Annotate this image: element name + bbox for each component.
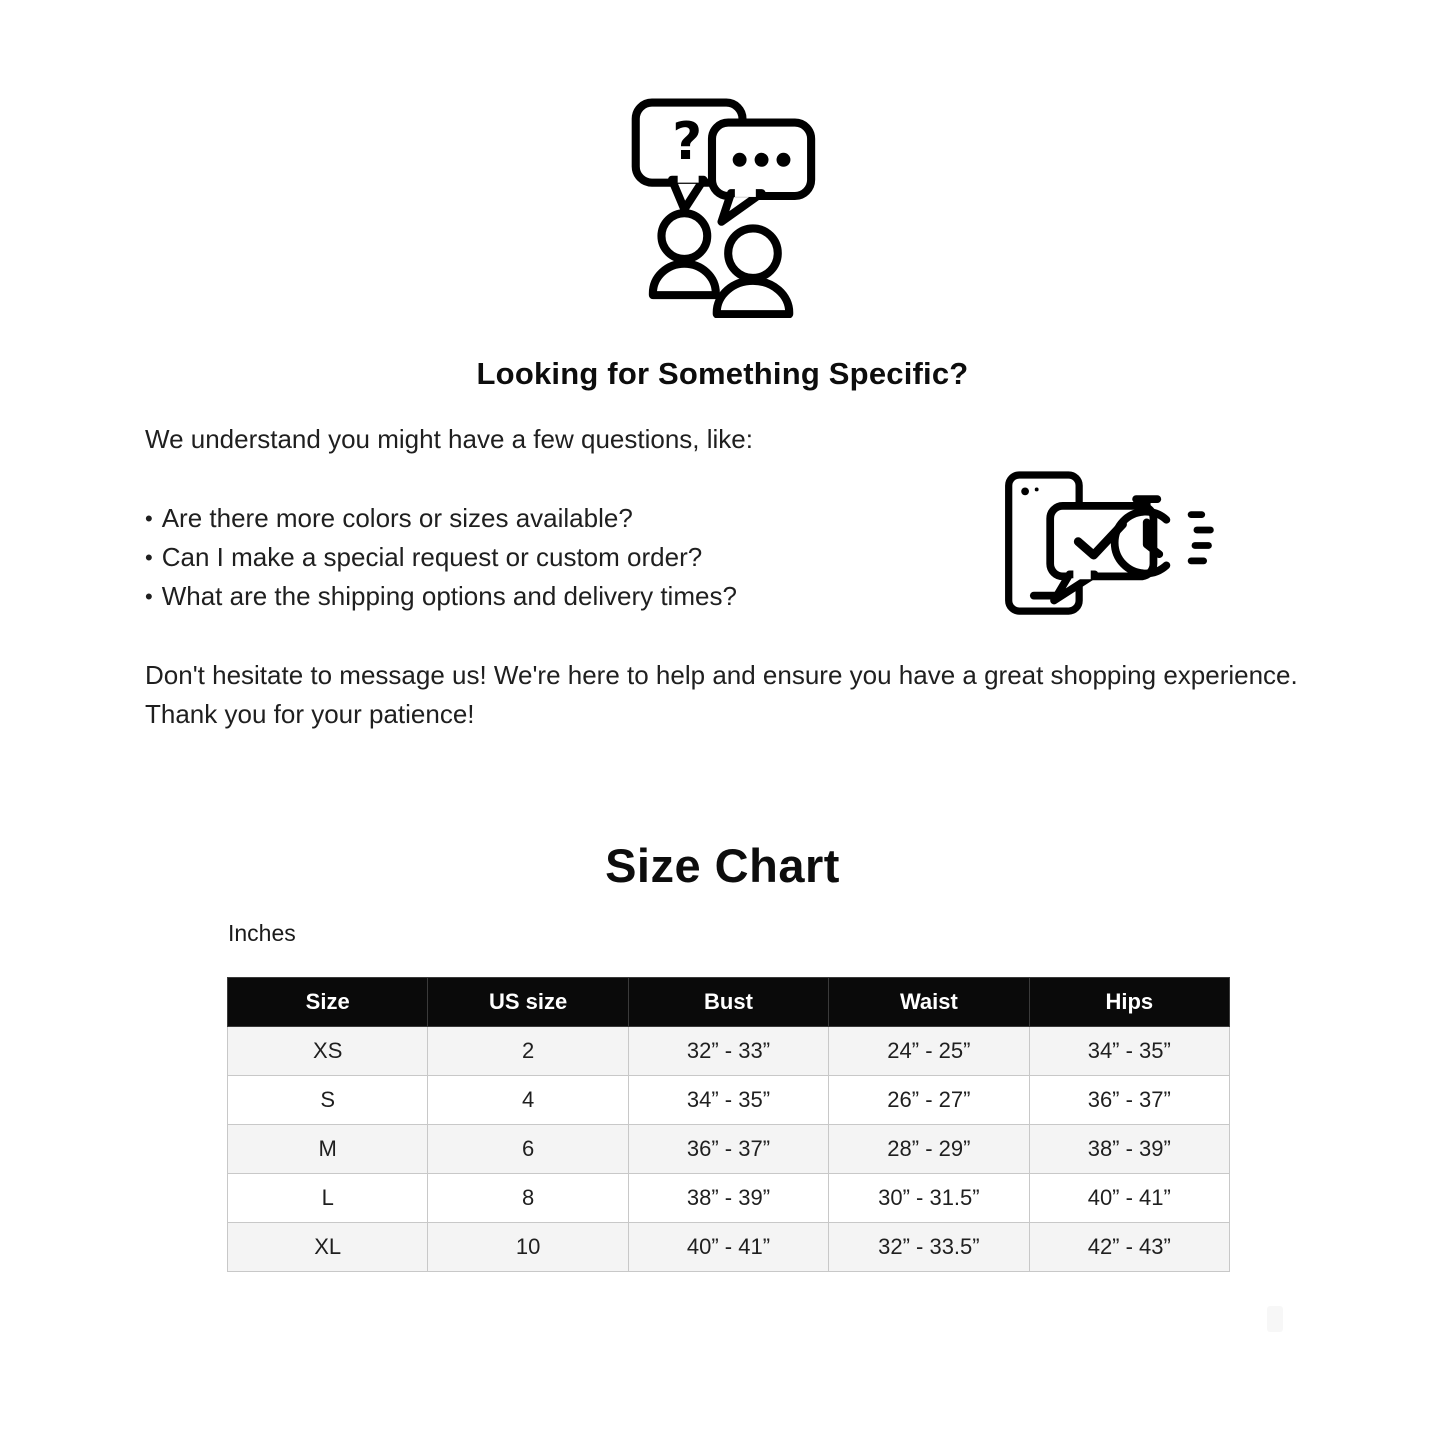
faint-artifact [1267, 1306, 1283, 1332]
bullet-glyph: • [145, 506, 153, 531]
faq-bullet-item [145, 499, 737, 538]
table-row [228, 1223, 1230, 1272]
waist-cell: 26” - 27” [829, 1076, 1029, 1125]
waist-cell: 28” - 29” [829, 1125, 1029, 1174]
column-header-hips: Hips [1029, 978, 1229, 1027]
question-glyph: ? [672, 111, 703, 172]
column-header-bust: Bust [628, 978, 828, 1027]
bust-cell: 36” - 37” [628, 1125, 828, 1174]
bullet-glyph: • [145, 584, 153, 609]
faq-bullet-text: Can I make a special request or custom order? [161, 542, 703, 572]
units-label: Inches [228, 920, 296, 946]
us-size-cell: 4 [428, 1076, 628, 1125]
us-size-cell: 8 [428, 1174, 628, 1223]
table-row [228, 1174, 1230, 1223]
faq-bullet-item [145, 538, 737, 577]
size-cell: M [228, 1125, 428, 1174]
faq-bullet-list [145, 499, 737, 616]
bust-cell: 32” - 33” [628, 1027, 828, 1076]
intro-lead-text: We understand you might have a few questions, like: [145, 424, 753, 454]
size-cell: XL [228, 1223, 428, 1272]
message-reply-speed-icon [1000, 466, 1222, 623]
table-row [228, 1125, 1230, 1174]
us-size-cell: 10 [428, 1223, 628, 1272]
chat-question-icon [622, 94, 822, 318]
size-cell: S [228, 1076, 428, 1125]
table-header-row [228, 978, 1230, 1027]
size-chart-title: Size Chart [605, 839, 840, 892]
hips-cell: 34” - 35” [1029, 1027, 1229, 1076]
bust-cell: 38” - 39” [628, 1174, 828, 1223]
table-row [228, 1076, 1230, 1125]
column-header-size: Size [228, 978, 428, 1027]
table-row [228, 1027, 1230, 1076]
us-size-cell: 2 [428, 1027, 628, 1076]
closing-message-text: Don't hesitate to message us! We're here to help and ensure you have a great shopping experience. Thank you for your patience! [145, 660, 1298, 729]
speed-lines [1191, 515, 1210, 561]
bust-cell: 40” - 41” [628, 1223, 828, 1272]
hips-cell: 36” - 37” [1029, 1076, 1229, 1125]
hips-cell: 40” - 41” [1029, 1174, 1229, 1223]
waist-cell: 32” - 33.5” [829, 1223, 1029, 1272]
waist-cell: 24” - 25” [829, 1027, 1029, 1076]
bust-cell: 34” - 35” [628, 1076, 828, 1125]
hips-cell: 42” - 43” [1029, 1223, 1229, 1272]
waist-cell: 30” - 31.5” [829, 1174, 1029, 1223]
page-title: Looking for Something Specific? [476, 356, 969, 391]
faq-bullet-item [145, 577, 737, 616]
size-chart-table [227, 977, 1230, 1272]
size-cell: XS [228, 1027, 428, 1076]
us-size-cell: 6 [428, 1125, 628, 1174]
faq-bullet-text: What are the shipping options and delivery times? [161, 581, 737, 611]
size-cell: L [228, 1174, 428, 1223]
faq-bullet-text: Are there more colors or sizes available? [161, 503, 633, 533]
column-header-waist: Waist [829, 978, 1029, 1027]
column-header-us-size: US size [428, 978, 628, 1027]
hips-cell: 38” - 39” [1029, 1125, 1229, 1174]
ellipsis-dots [733, 153, 791, 167]
bullet-glyph: • [145, 545, 153, 570]
